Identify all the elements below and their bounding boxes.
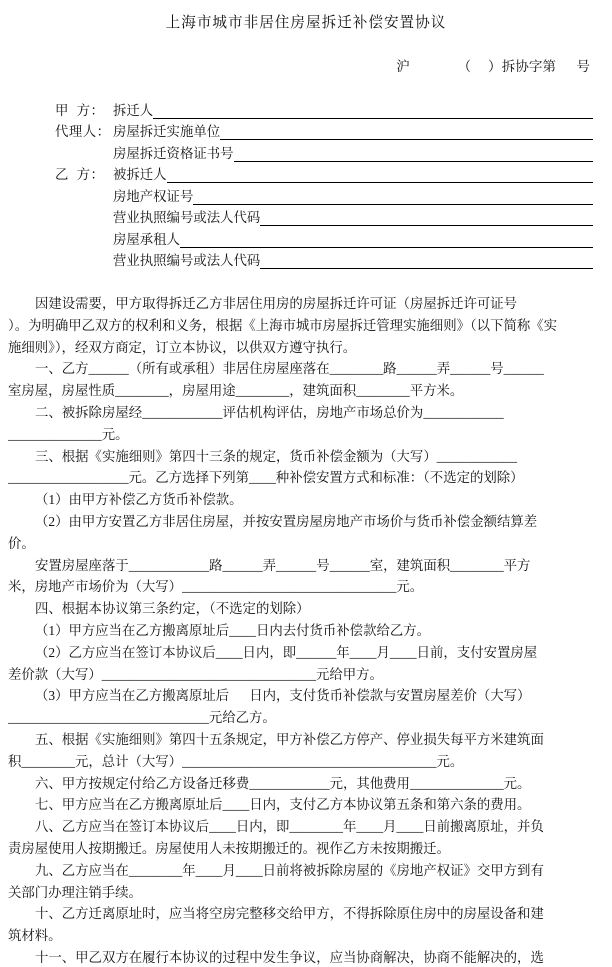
party-row xyxy=(55,183,593,205)
body-line: 室房屋，房屋性质________，房屋用途________，建筑面积________平方米。 xyxy=(8,383,464,399)
party-role-label: 乙 方： xyxy=(55,167,105,182)
body-line: __________________元。乙方选择下列第____种补偿安置方式和标准：（不选定的划除） xyxy=(8,470,524,486)
body-line: 安置房屋座落于____________路______弄______号______室，建筑面积________平方 xyxy=(35,557,531,573)
body-line: 六、甲方按规定付给乙方设备迁移费____________元，其他费用______________元。 xyxy=(35,775,531,791)
fill-in-blank-line xyxy=(260,205,593,227)
body-line: （2）乙方应当在签订本协议后____日内，即______年____月____日前，支付安置房屋 xyxy=(35,644,538,660)
body-line: ______________________________元给乙方。 xyxy=(8,710,276,726)
body-line: 十、乙方迁离原址时，应当将空房完整移交给甲方，不得拆除原住房中的房屋设备和建 xyxy=(35,906,544,922)
party-row xyxy=(55,248,593,270)
body-line: 三、根据《实施细则》第四十三条的规定，货币补偿金额为（大写）____________ xyxy=(35,448,518,464)
fill-in-blank-line xyxy=(180,226,593,248)
party-field-label: 房屋拆迁实施单位 xyxy=(113,124,221,139)
body-line: （3）甲方应当在乙方搬离原址后 日内，支付货币补偿款与安置房屋差价（大写） xyxy=(35,688,531,704)
body-line: 二、被拆除房屋经____________评估机构评估，房地产市场总价为____________ xyxy=(35,404,504,420)
fill-in-blank-line xyxy=(234,140,593,162)
document-title: 上海市城市非居住房屋拆迁补偿安置协议 xyxy=(165,15,447,31)
body-line: ）。为明确甲乙双方的权利和义务，根据《上海市城市房屋拆迁管理实施细则》（以下简称《实 xyxy=(8,317,558,333)
body-line: （1）由甲方补偿乙方货币补偿款。 xyxy=(35,492,243,508)
body-line: 一、乙方______（所有或承租）非居住房屋座落在________路______弄______号______ xyxy=(35,361,544,377)
party-field-label: 被拆迁人 xyxy=(113,167,167,182)
party-role-label: 代理人： xyxy=(55,124,111,139)
party-field-label: 房屋拆迁资格证书号 xyxy=(113,145,234,161)
party-field-label: 房屋承租人 xyxy=(113,231,180,247)
body-line: （2）由甲方安置乙方非居住房屋，并按安置房屋房地产市场价与货币补偿金额结算差 xyxy=(35,513,538,529)
fill-in-blank-line xyxy=(193,183,593,205)
party-row xyxy=(55,140,593,162)
party-row xyxy=(55,97,593,119)
body-line: 七、甲方应当在乙方搬离原址后____日内，支付乙方本协议第五条和第六条的费用。 xyxy=(35,797,531,813)
body-line: 价。 xyxy=(8,535,35,551)
body-line: 米，房地产市场价为（大写）________________________________元。 xyxy=(8,579,424,595)
fill-in-blank-line xyxy=(220,119,593,141)
body-line: 责房屋使用人按期搬迁。房屋使用人未按期搬迁的。视作乙方未按期搬迁。 xyxy=(8,840,450,856)
body-line: 积________元，总计（大写）______________________________________元。 xyxy=(8,753,464,769)
parties-section xyxy=(55,97,593,269)
document-number: 沪 （ ）拆协字第 号 xyxy=(396,59,590,74)
body-line: 四、根据本协议第三条约定，（不选定的划除） xyxy=(35,601,310,617)
body-line: 关部门办理注销手续。 xyxy=(8,884,142,900)
body-line: ______________元。 xyxy=(8,426,129,442)
party-role-label: 甲 方： xyxy=(55,102,105,118)
party-row xyxy=(55,205,593,227)
body-line: 筑材料。 xyxy=(8,928,62,944)
body-line: 十一、甲乙双方在履行本协议的过程中发生争议，应当协商解决，协商不能解决的，选 xyxy=(35,949,544,965)
fill-in-blank-line xyxy=(260,248,593,270)
agreement-body xyxy=(8,293,606,967)
body-line: 八、乙方应当在签订本协议后____日内，即________年____月____日前搬离原址，并负 xyxy=(35,819,544,835)
body-line: 施细则》），经双方商定，订立本协议，以供双方遵守执行。 xyxy=(8,339,357,355)
body-line: 九、乙方应当在________年____月____日前将被拆除房屋的《房地产权证》交甲方到有 xyxy=(35,862,544,878)
body-line: （1）甲方应当在乙方搬离原址后____日内去付货币补偿款给乙方。 xyxy=(35,622,431,638)
party-row xyxy=(55,119,593,141)
party-row xyxy=(55,162,593,184)
party-field-label: 营业执照编号或法人代码 xyxy=(113,253,261,268)
body-line: 差价款（大写）________________________________元给甲方。 xyxy=(8,666,383,682)
party-row xyxy=(55,226,593,248)
body-line: 五、根据《实施细则》第四十五条规定，甲方补偿乙方停产、停业损失每平方米建筑面 xyxy=(35,731,544,747)
fill-in-blank-line xyxy=(167,162,593,184)
fill-in-blank-line xyxy=(153,97,593,119)
party-field-label: 房地产权证号 xyxy=(113,188,194,204)
party-field-label: 拆迁人 xyxy=(113,102,154,118)
party-field-label: 营业执照编号或法人代码 xyxy=(113,210,261,225)
body-line: 因建设需要，甲方取得拆迁乙方非居住用房的房屋拆迁许可证（房屋拆迁许可证号 xyxy=(35,296,518,311)
